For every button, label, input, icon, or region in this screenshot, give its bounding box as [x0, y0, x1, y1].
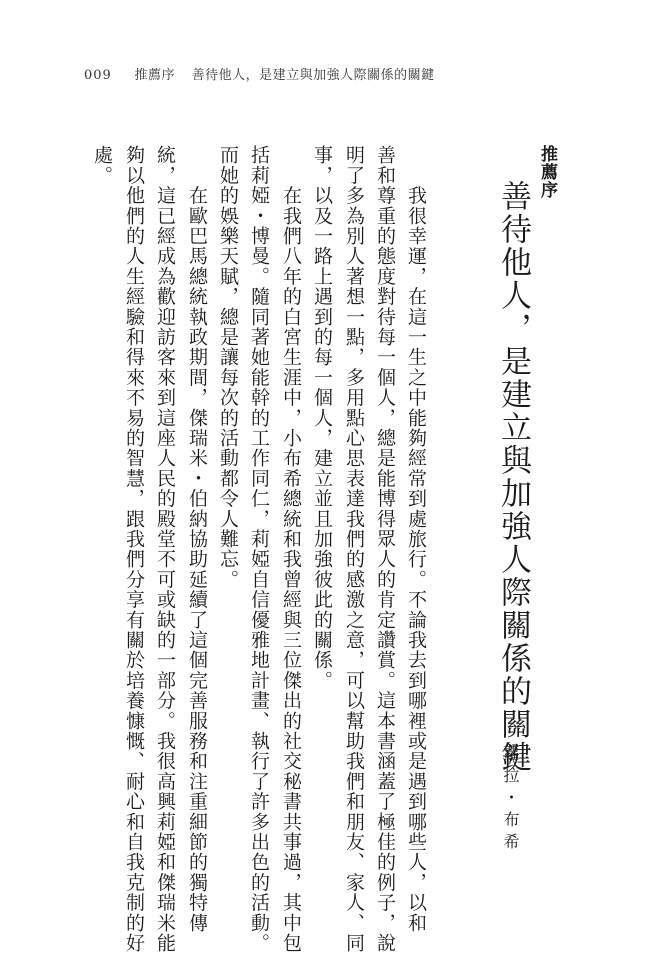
body-line: 在我們八年的白宮生涯中，小布希總統和我曾經與三位傑出的社交秘書共事過，其中包: [280, 145, 302, 953]
chapter-title: 善待他人，是建立與加強人際關係的關鍵: [495, 180, 531, 774]
body-line: 明了多為別人著想一點，多用點心思表達我們的感激之意，可以幫助我們和朋友、家人、同: [343, 145, 365, 953]
section-label: 推薦序: [537, 145, 557, 199]
body-line: 事，以及一路上遇到的每一個人，建立並且加強彼此的關係。: [311, 145, 333, 691]
author-name: 蘿拉・布希: [501, 745, 520, 855]
header-section-label: 推薦序: [134, 68, 175, 83]
page-number: 009: [84, 68, 112, 83]
body-line: 在歐巴馬總統執政期間，傑瑞米・伯納協助延續了這個完善服務和注重細節的獨特傳: [186, 145, 208, 933]
body-line: 而她的娛樂天賦，總是讓每次的活動都令人難忘。: [217, 145, 239, 590]
body-line: 處。: [91, 145, 113, 186]
body-line: 我很幸運，在這一生之中能夠經常到處旅行。不論我去到哪裡或是遇到哪些人，以和: [405, 145, 427, 933]
body-line: 統，這已經成為歡迎訪客來到這座人民的殿堂不可或缺的一部分。我很高興莉婭和傑瑞米能: [154, 145, 176, 953]
running-header: [84, 64, 604, 83]
body-line: 夠以他們的人生經驗和得來不易的智慧，跟我們分享有關於培養慷慨、耐心和自我克制的好: [123, 145, 145, 953]
body-line: 善和尊重的態度對待每一個人，總是能博得眾人的肯定讚賞。這本書涵蓋了極佳的例子，說: [374, 145, 396, 953]
header-running-title: 善待他人，是建立與加強人際關係的關鍵: [191, 68, 435, 83]
body-line: 括莉婭・博曼。隨同著她能幹的工作同仁，莉婭自信優雅地計畫、執行了許多出色的活動。: [248, 145, 270, 953]
